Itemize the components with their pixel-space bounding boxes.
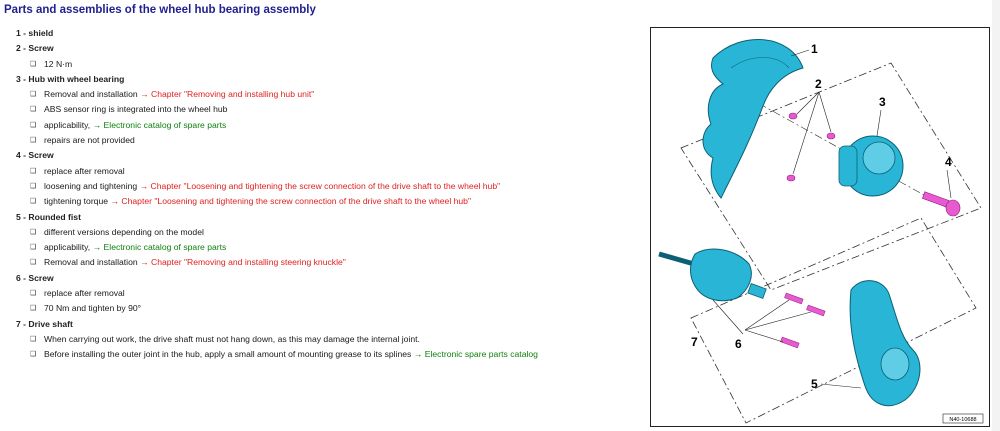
leader-6c bbox=[745, 330, 783, 342]
leader-2c bbox=[793, 92, 819, 174]
part-heading: 3 - Hub with wheel bearing bbox=[16, 73, 125, 84]
chapter-link[interactable]: → Chapter "Removing and installing hub unit" bbox=[140, 89, 315, 100]
parts-list bbox=[16, 26, 636, 363]
item-text: Before installing the outer joint in the hub, apply a small amount of mounting grease to its splines bbox=[44, 349, 412, 360]
part-heading: 1 - shield bbox=[16, 28, 54, 38]
exploded-view-figure bbox=[650, 27, 990, 427]
lower-assembly-frame bbox=[691, 218, 976, 423]
shield-part bbox=[703, 39, 803, 198]
list-item bbox=[16, 255, 636, 270]
leader-7 bbox=[713, 300, 743, 334]
part-heading: 5 - Rounded fist bbox=[16, 211, 81, 222]
bolt-4 bbox=[922, 192, 949, 207]
label-1: 1 bbox=[811, 42, 818, 56]
bolt-4-head bbox=[946, 200, 960, 216]
list-item bbox=[16, 179, 636, 194]
list-item bbox=[16, 102, 636, 117]
list-item bbox=[16, 194, 636, 209]
checkbox-icon: ❑ bbox=[30, 182, 37, 190]
catalog-link[interactable]: → Electronic spare parts catalog bbox=[413, 349, 538, 360]
leader-3 bbox=[877, 110, 881, 136]
label-4: 4 bbox=[945, 155, 952, 169]
leader-4 bbox=[947, 170, 951, 198]
part-name: Rounded fist bbox=[28, 211, 81, 222]
checkbox-icon: ❑ bbox=[30, 91, 37, 99]
checkbox-icon: ❑ bbox=[30, 290, 37, 298]
item-text: ABS sensor ring is integrated into the wheel hub bbox=[44, 104, 228, 115]
leader-2b bbox=[819, 92, 831, 132]
label-3: 3 bbox=[879, 95, 886, 109]
item-text: Removal and installation bbox=[44, 257, 138, 268]
list-item bbox=[16, 118, 636, 133]
chapter-link[interactable]: → Chapter "Loosening and tightening the screw connection of the drive shaft to the wheel hub" bbox=[139, 180, 501, 191]
exploded-diagram bbox=[651, 28, 989, 426]
item-text: loosening and tightening bbox=[44, 180, 138, 191]
catalog-link[interactable]: → Electronic catalog of spare parts bbox=[92, 242, 227, 253]
item-text: different versions depending on the model bbox=[44, 226, 204, 237]
part-name: shield bbox=[28, 28, 54, 38]
label-7: 7 bbox=[691, 335, 698, 349]
list-item bbox=[16, 225, 636, 240]
checkbox-icon: ❑ bbox=[30, 137, 37, 145]
part-name: Drive shaft bbox=[28, 318, 73, 329]
item-text: applicability, bbox=[44, 119, 91, 130]
screw-6a bbox=[785, 293, 804, 304]
item-text: 70 Nm and tighten by 90° bbox=[44, 303, 142, 314]
list-item bbox=[16, 286, 636, 301]
label-5: 5 bbox=[811, 377, 818, 391]
part-number: 1 bbox=[16, 28, 21, 38]
label-2: 2 bbox=[815, 77, 822, 91]
part-name: Screw bbox=[28, 272, 54, 283]
chapter-link[interactable]: → Chapter "Removing and installing steering knuckle" bbox=[140, 257, 346, 268]
part-name: Screw bbox=[28, 43, 54, 54]
list-item bbox=[16, 240, 636, 255]
item-text: replace after removal bbox=[44, 288, 125, 299]
checkbox-icon: ❑ bbox=[30, 244, 37, 252]
item-text: When carrying out work, the drive shaft must not hang down, as this may damage the internal joint. bbox=[44, 333, 420, 344]
list-item bbox=[16, 133, 636, 148]
item-text: Removal and installation bbox=[44, 89, 138, 100]
page-title: Parts and assemblies of the wheel hub bearing assembly bbox=[4, 4, 316, 16]
part-number: 6 bbox=[16, 272, 21, 283]
part-heading: 7 - Drive shaft bbox=[16, 318, 73, 329]
item-text: tightening torque bbox=[44, 196, 109, 207]
drive-shaft-spline bbox=[748, 284, 766, 299]
part-number: 5 bbox=[16, 211, 21, 222]
item-text: replace after removal bbox=[44, 165, 125, 176]
checkbox-icon: ❑ bbox=[30, 259, 37, 267]
item-text: 12 N·m bbox=[44, 58, 73, 69]
list-item bbox=[16, 347, 636, 362]
screw-2a bbox=[789, 113, 797, 119]
leader-6b bbox=[745, 312, 811, 330]
checkbox-icon: ❑ bbox=[30, 167, 37, 175]
part-name: Screw bbox=[28, 150, 54, 161]
part-heading: 2 - Screw bbox=[16, 43, 54, 54]
part-number: 3 bbox=[16, 73, 21, 84]
list-item bbox=[16, 332, 636, 347]
drive-shaft-boot bbox=[691, 249, 752, 301]
part-heading: 4 - Screw bbox=[16, 150, 54, 161]
chapter-link[interactable]: → Chapter "Loosening and tightening the screw connection of the drive shaft to the wheel hub" bbox=[110, 196, 472, 207]
hub-flange bbox=[863, 142, 895, 174]
checkbox-icon: ❑ bbox=[30, 305, 37, 313]
screw-2b bbox=[827, 133, 835, 139]
list-item bbox=[16, 301, 636, 316]
part-name: Hub with wheel bearing bbox=[28, 73, 125, 84]
figure-code: N40-10688 bbox=[949, 417, 977, 423]
list-item bbox=[16, 57, 636, 72]
part-number: 4 bbox=[16, 150, 21, 161]
leader-6a bbox=[745, 300, 789, 330]
part-heading: 6 - Screw bbox=[16, 272, 54, 283]
checkbox-icon: ❑ bbox=[30, 60, 37, 68]
screw-2c bbox=[787, 175, 795, 181]
scrollbar[interactable] bbox=[992, 0, 1000, 431]
checkbox-icon: ❑ bbox=[30, 106, 37, 114]
list-item bbox=[16, 164, 636, 179]
part-number: 7 bbox=[16, 318, 21, 329]
item-text: repairs are not provided bbox=[44, 135, 135, 146]
checkbox-icon: ❑ bbox=[30, 351, 37, 359]
checkbox-icon: ❑ bbox=[30, 121, 37, 129]
checkbox-icon: ❑ bbox=[30, 198, 37, 206]
checkbox-icon: ❑ bbox=[30, 228, 37, 236]
knuckle-part bbox=[850, 281, 920, 406]
catalog-link[interactable]: → Electronic catalog of spare parts bbox=[92, 119, 227, 130]
part-number: 2 bbox=[16, 43, 21, 54]
knuckle-bore bbox=[881, 348, 909, 380]
checkbox-icon: ❑ bbox=[30, 335, 37, 343]
item-text: applicability, bbox=[44, 242, 91, 253]
list-item bbox=[16, 87, 636, 102]
screw-6b bbox=[807, 305, 826, 316]
label-6: 6 bbox=[735, 337, 742, 351]
screw-6c bbox=[781, 337, 800, 348]
leader-5 bbox=[821, 384, 861, 388]
hub-bearing bbox=[839, 146, 857, 186]
